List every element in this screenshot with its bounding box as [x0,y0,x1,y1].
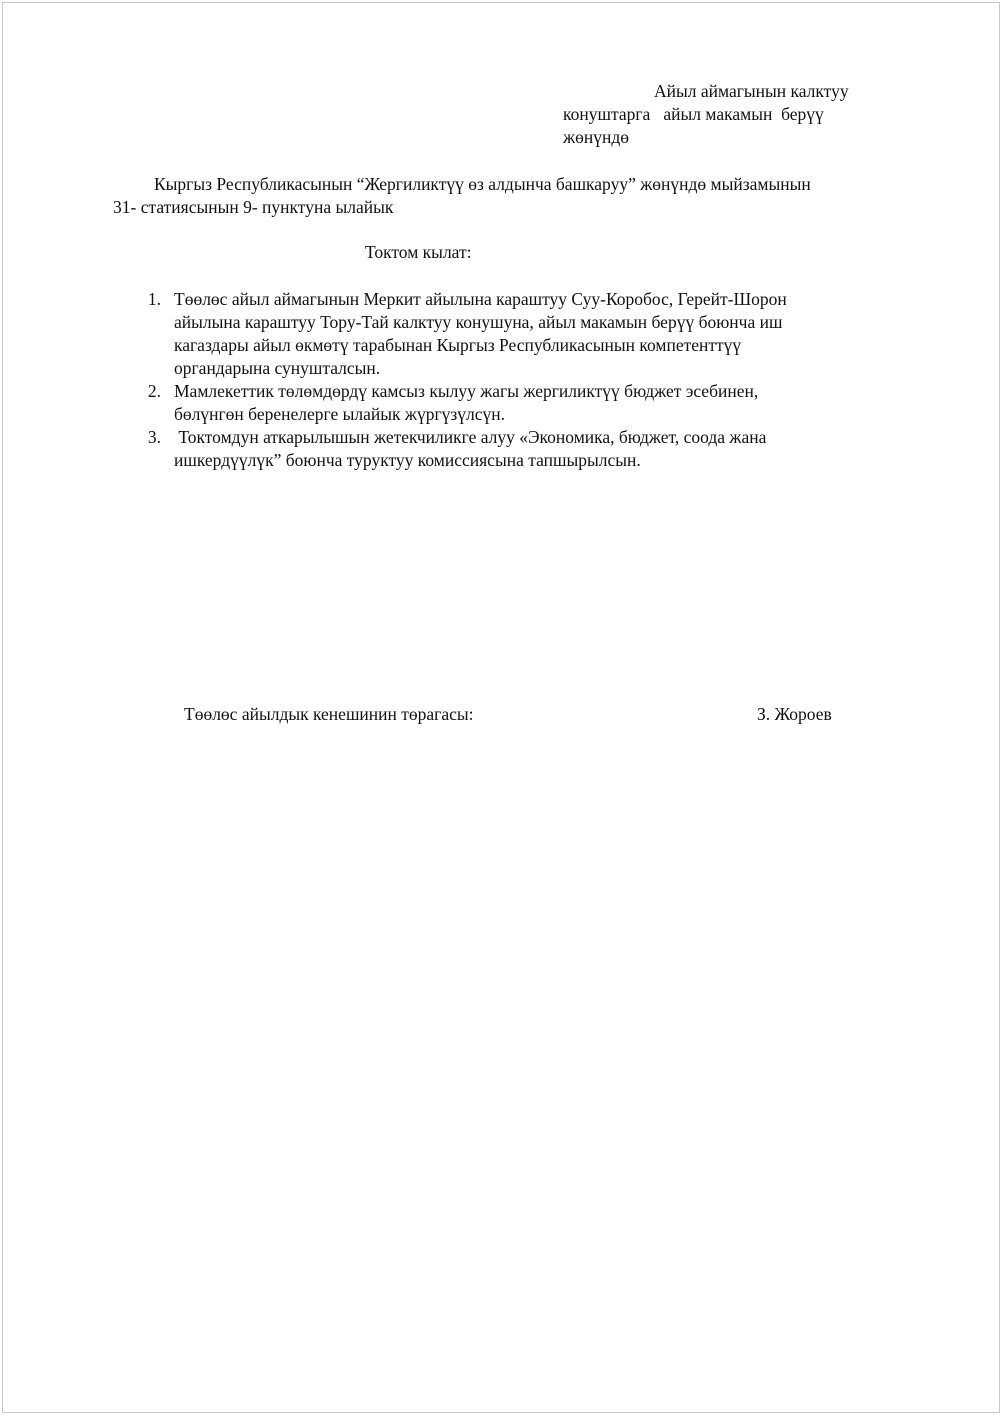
list-item-text [174,380,901,426]
document-page [2,2,1000,1413]
list-item-number: 2. [147,381,161,401]
signature-title: Төөлөс айылдык кенешинин төрагасы: [184,704,474,724]
document-title-line-3: жөнүндө [563,127,629,147]
list-item-text [174,426,901,472]
list-item-line: бөлүнгөн беренелерге ылайык жүргүзүлсүн. [174,404,506,424]
document-title-line-1: Айыл аймагынын калктуу [654,81,849,101]
list-item-number: 3. [147,427,161,447]
list-item-number: 1. [147,289,161,309]
document-title-line-2: конуштарга айыл макамын берүү [563,104,824,124]
list-item-text [174,288,901,380]
signature-name: З. Жороев [757,704,832,724]
preamble-line-1: Кыргыз Республикасынын “Жергиликтүү өз алдынча башкаруу” жөнүндө мыйзамынын [154,174,811,194]
list-item-line: Мамлекеттик төлөмдөрдү камсыз кылуу жагы жергиликтүү бюджет эсебинен, [174,381,759,401]
list-item-line: Төөлөс айыл аймагынын Меркит айылына караштуу Суу-Коробос, Герейт-Шорон [174,289,787,309]
list-item-line: ишкердүүлүк” боюнча туруктуу комиссиясына тапшырылсын. [174,450,641,470]
list-item-line: айылына караштуу Тору-Тай калктуу конушуна, айыл макамын берүү боюнча иш [174,312,783,332]
list-item-line: Токтомдун аткарылышын жетекчиликге алуу «Экономика, бюджет, соода жана [174,427,767,447]
list-item-line: органдарына сунушталсын. [174,358,381,378]
preamble-line-2: 31- статиясынын 9- пунктуна ылайык [113,197,394,217]
list-item-line: кагаздары айыл өкмөтү тарабынан Кыргыз Республикасынын компетенттүү [174,335,742,355]
decree-heading: Токтом кылат: [365,242,472,262]
